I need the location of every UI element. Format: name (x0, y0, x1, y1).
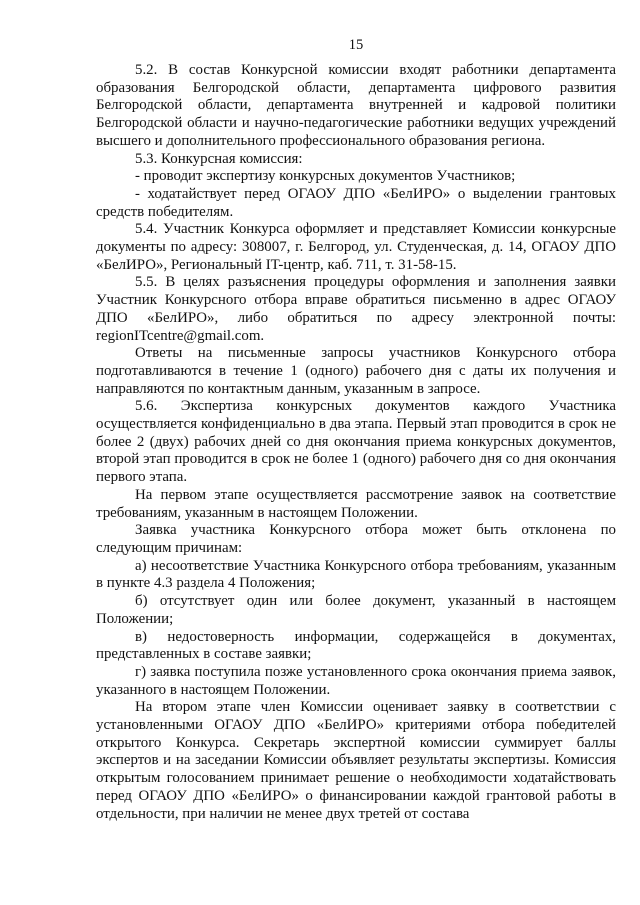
paragraph-5-6: 5.6. Экспертиза конкурсных документов каждого Участника осуществляется конфиденциально в два этапа. Первый этап проводится в срок не более 2 (двух) рабочих дней со дня окончания приема конкурсных документов, второй этап проводится в срок не более 1 (одного) рабочего дня со дня окончания первого этапа. (96, 398, 616, 486)
paragraph-rejection-reasons: Заявка участника Конкурсного отбора может быть отклонена по следующим причинам: (96, 522, 616, 556)
paragraph-second-stage: На втором этапе член Комиссии оценивает заявку в соответствии с установленными ОГАОУ ДПО «БелИРО» критериями отбора победителей открытого Конкурса. Секретарь экспертной комиссии суммирует баллы экспертов и на заседании Комиссии объявляет результаты экспертизы. Комиссия открытым голосованием принимает решение о необходимости ходатайствовать перед ОГАОУ ДПО «БелИРО» о финансировании каждой грантовой работы в отдельности, при наличии не менее двух третей от состава (96, 699, 616, 822)
list-item-expertise: - проводит экспертизу конкурсных документов Участников; (135, 168, 516, 185)
paragraph-5-2: 5.2. В состав Конкурсной комиссии входят работники департамента образования Белгородской области, департамента цифрового развития Белгородской области, департамента внутренней и кадровой политики Белгородской области и научно-педагогические работники ведущих учреждений высшего и дополнительного профессионального образования региона. (96, 62, 616, 149)
paragraph-5-3: 5.3. Конкурсная комиссия: (135, 150, 303, 167)
paragraph-first-stage: На первом этапе осуществляется рассмотрение заявок на соответствие требованиям, указанным в настоящем Положении. (96, 486, 616, 521)
list-item-v: в) недостоверность информации, содержащейся в документах, представленных в составе заявки; (96, 628, 616, 663)
paragraph-answers: Ответы на письменные запросы участников Конкурсного отбора подготавливаются в течение 1 (одного) рабочего дня с даты их получения и направляются по контактным данным, указанным в запросе. (96, 345, 616, 397)
page-number: 15 (348, 37, 364, 53)
document-page (96, 36, 616, 896)
list-item-b: б) отсутствует один или более документ, указанный в настоящем Положении; (96, 593, 616, 627)
list-item-a: а) несоответствие Участника Конкурсного отбора требованиям, указанным в пункте 4.3 раздела 4 Положения; (96, 557, 616, 592)
list-item-petition: - ходатайствует перед ОГАОУ ДПО «БелИРО» о выделении грантовых средств победителям. (96, 185, 616, 220)
paragraph-5-4: 5.4. Участник Конкурса оформляет и представляет Комиссии конкурсные документы по адресу: 308007, г. Белгород, ул. Студенческая, д. 14, ОГАОУ ДПО «БелИРО», Региональный IT-центр, каб. 711, т. 31-58-15. (96, 221, 616, 273)
paragraph-5-5: 5.5. В целях разъяснения процедуры оформления и заполнения заявки Участник Конкурсного отбора вправе обратиться письменно в адрес ОГАОУ ДПО «БелИРО», либо обратиться по адресу электронной почты: regionITcentre@gmail.com. (96, 274, 616, 344)
list-item-g: г) заявка поступила позже установленного срока окончания приема заявок, указанного в настоящем Положении. (96, 663, 616, 698)
